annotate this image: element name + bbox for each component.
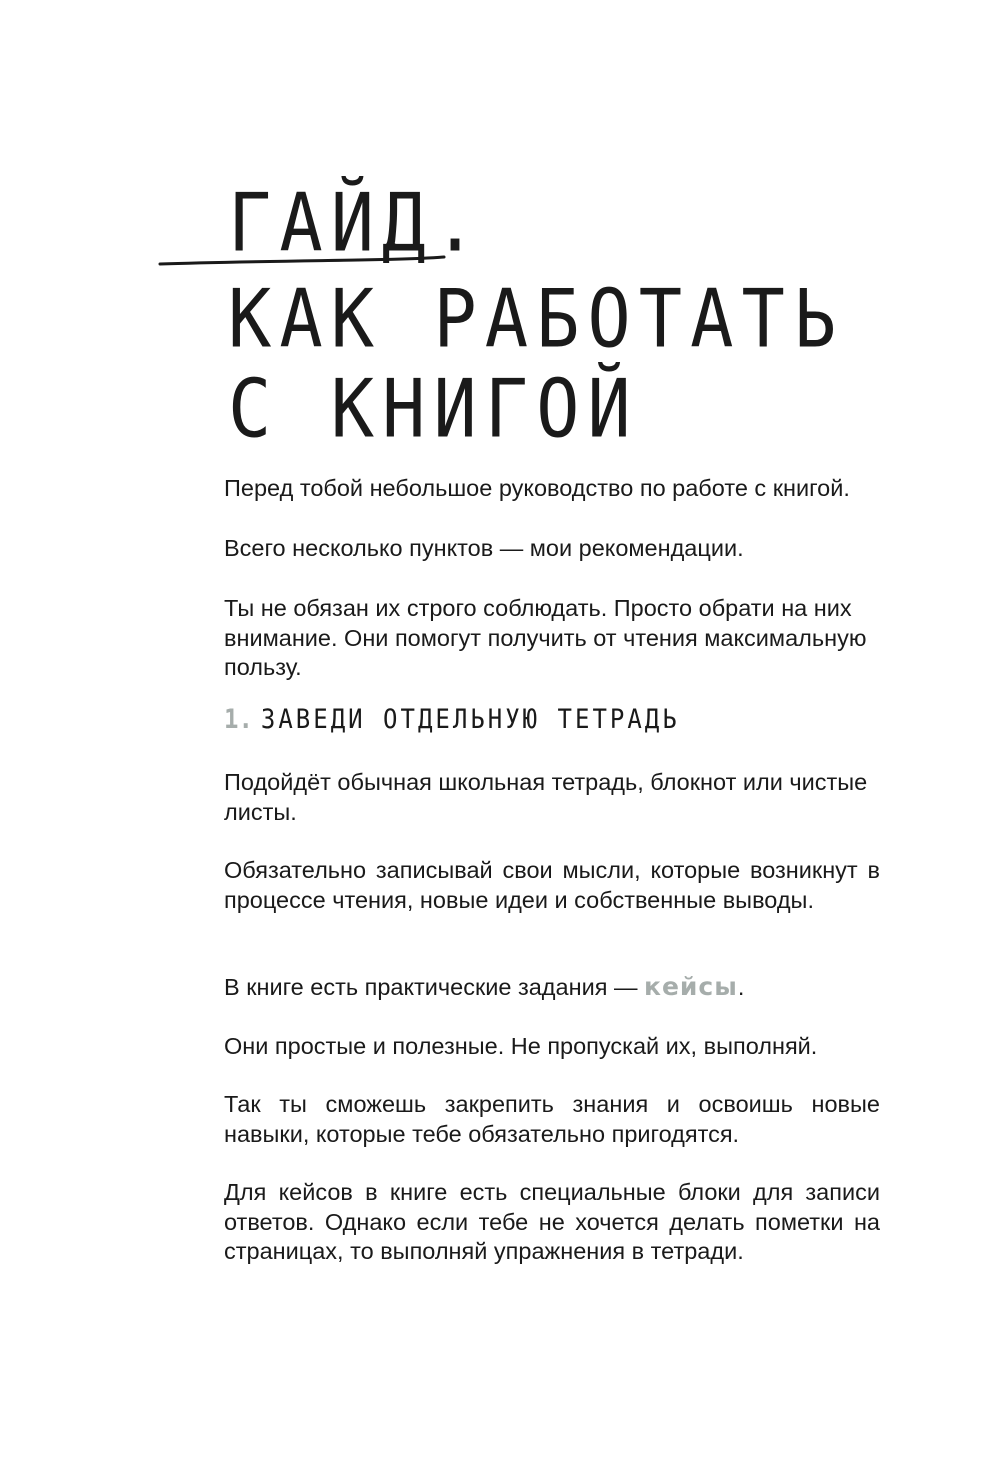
section-title: ЗАВЕДИ ОТДЕЛЬНУЮ ТЕТРАДЬ bbox=[260, 704, 680, 735]
intro-paragraph-3: Ты не обязан их строго соблюдать. Просто обрати на них внимание. Они помогут получить от чтения максимальную пользу. bbox=[224, 595, 867, 680]
section-paragraph-4: Они простые и полезные. Не пропускай их, выполняй. bbox=[224, 1033, 818, 1059]
page-title-line-1: ГАЙД. bbox=[228, 175, 485, 270]
intro-paragraph-1: Перед тобой небольшое руководство по работе с книгой. bbox=[224, 475, 850, 501]
intro-paragraph-2: Всего несколько пунктов — мои рекомендации. bbox=[224, 535, 744, 561]
section-paragraph-1: Подойдёт обычная школьная тетрадь, блокнот или чистые листы. bbox=[224, 769, 868, 825]
section-heading bbox=[224, 704, 680, 735]
title-underline bbox=[158, 252, 448, 272]
cases-text-before: В книге есть практические задания — bbox=[224, 974, 644, 1000]
section-paragraph-2: Обязательно записывай свои мысли, которые возникнут в процессе чтения, новые идеи и собственные выводы. bbox=[224, 857, 880, 913]
cases-text-after: . bbox=[737, 974, 745, 1000]
section-paragraph-5: Так ты сможешь закрепить знания и освоишь новые навыки, которые тебе обязательно пригодятся. bbox=[224, 1091, 880, 1147]
section-number: 1. bbox=[224, 704, 253, 735]
cases-accent-word: кейсы bbox=[643, 972, 738, 1001]
section-paragraph-6: Для кейсов в книге есть специальные блоки для записи ответов. Однако если тебе не хочется делать пометки на страницах, то выполняй упражнения в тетради. bbox=[224, 1179, 880, 1264]
page-title-line-3: С КНИГОЙ bbox=[228, 361, 639, 456]
section-paragraph-3 bbox=[224, 972, 880, 1003]
page-title-line-2: КАК РАБОТАТЬ bbox=[228, 271, 845, 366]
